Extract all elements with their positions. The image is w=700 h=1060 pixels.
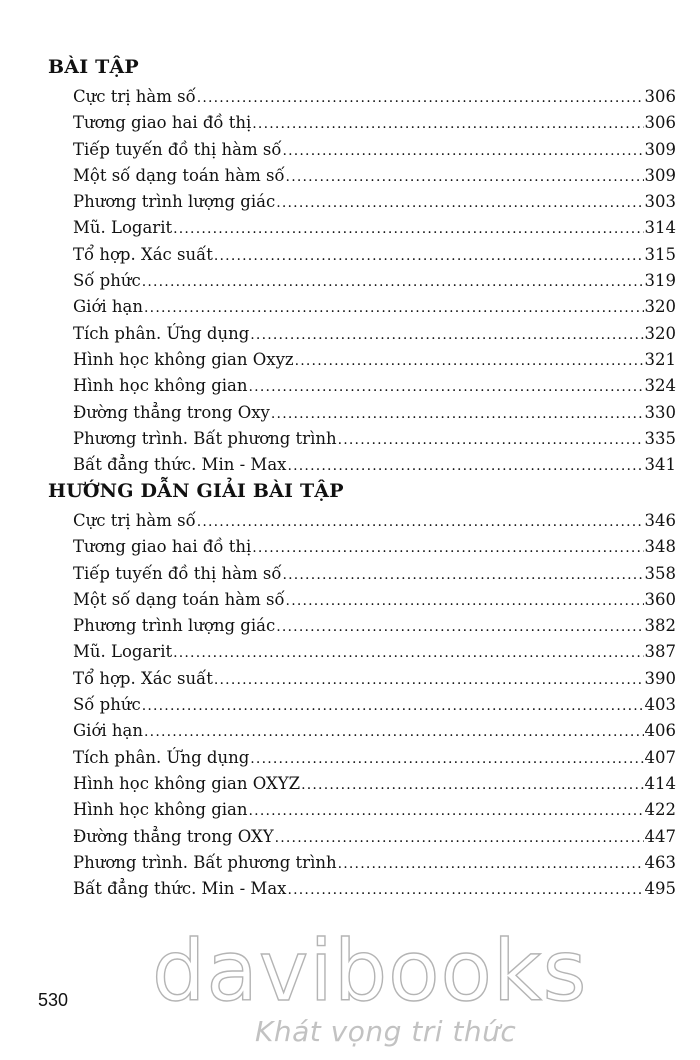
toc-entry — [73, 189, 676, 215]
toc-entry-page: 406 — [644, 721, 676, 741]
dot-leader — [338, 851, 644, 877]
dot-leader — [214, 667, 644, 693]
toc-entry-page: 407 — [644, 747, 676, 767]
toc-entry-label: Tổ hợp. Xác suất — [73, 244, 213, 264]
toc-entry-page: 341 — [644, 455, 676, 475]
toc-entry-page: 309 — [644, 139, 676, 159]
toc-entry-label: Mũ. Logarit — [73, 642, 173, 662]
toc-entry — [73, 215, 676, 241]
toc-entry-label: Cực trị hàm số — [73, 511, 196, 530]
dot-leader — [142, 693, 644, 719]
toc-entry — [73, 321, 676, 347]
toc-entry-page: 335 — [644, 428, 676, 448]
toc-entry-label: Tích phân. Ứng dụng — [73, 323, 250, 343]
toc-entry-label: Bất đẳng thức. Min - Max — [73, 455, 287, 475]
toc-entry-label: Giới hạn — [73, 297, 144, 317]
toc-entry-page: 306 — [644, 87, 676, 106]
toc-list-bai-tap — [73, 84, 676, 478]
toc-entry — [73, 797, 676, 823]
toc-entry-label: Tổ hợp. Xác suất — [73, 668, 213, 688]
toc-entry-label: Đường thẳng trong OXY — [73, 826, 274, 846]
toc-entry-label: Giới hạn — [73, 721, 144, 741]
toc-entry — [73, 587, 676, 613]
toc-entry-page: 303 — [644, 192, 676, 212]
toc-entry-label: Mũ. Logarit — [73, 218, 173, 238]
toc-entry — [73, 163, 676, 189]
toc-entry-page: 403 — [644, 695, 676, 715]
toc-entry-page: 309 — [644, 165, 676, 185]
dot-leader — [282, 562, 643, 588]
toc-entry-page: 346 — [644, 511, 676, 530]
page-number: 530 — [38, 990, 69, 1010]
dot-leader — [250, 322, 643, 348]
dot-leader — [249, 374, 644, 400]
dot-leader — [144, 719, 643, 745]
toc-entry-label: Tương giao hai đồ thị — [73, 537, 252, 557]
dot-leader — [338, 427, 644, 453]
dot-leader — [197, 509, 644, 535]
dot-leader — [287, 877, 643, 903]
section-title-bai-tap: BÀI TẬP — [48, 56, 139, 78]
toc-entry-label: Tích phân. Ứng dụng — [73, 747, 250, 767]
dot-leader — [144, 295, 643, 321]
dot-leader — [276, 614, 643, 640]
toc-entry-label: Phương trình. Bất phương trình — [73, 852, 337, 872]
toc-entry-label: Hình học không gian Oxyz — [73, 349, 294, 369]
toc-entry-page: 320 — [644, 297, 676, 317]
watermark-brand-logo: davibooks — [152, 922, 588, 1020]
toc-entry — [73, 613, 676, 639]
toc-entry — [73, 561, 676, 587]
dot-leader — [173, 216, 643, 242]
toc-entry-page: 321 — [644, 349, 676, 369]
dot-leader — [249, 798, 644, 824]
dot-leader — [214, 243, 644, 269]
toc-entry — [73, 850, 676, 876]
toc-entry — [73, 639, 676, 665]
toc-entry-page: 414 — [644, 773, 676, 793]
toc-entry-page: 330 — [644, 402, 676, 422]
toc-entry — [73, 692, 676, 718]
toc-entry-label: Hình học không gian — [73, 800, 248, 820]
toc-entry — [73, 84, 676, 110]
toc-entry-label: Phương trình lượng giác — [73, 616, 276, 636]
dot-leader — [173, 640, 643, 666]
toc-entry-label: Một số dạng toán hàm số — [73, 589, 285, 609]
toc-entry — [73, 508, 676, 534]
toc-entry-label: Hình học không gian — [73, 376, 248, 396]
toc-list-huong-dan-giai — [73, 508, 676, 902]
toc-entry — [73, 373, 676, 399]
toc-entry-page: 314 — [644, 218, 676, 238]
toc-entry-page: 495 — [644, 879, 676, 899]
toc-entry-label: Một số dạng toán hàm số — [73, 165, 285, 185]
toc-entry-page: 306 — [644, 113, 676, 133]
toc-entry-label: Tiếp tuyến đồ thị hàm số — [73, 563, 282, 583]
toc-entry-page: 358 — [644, 563, 676, 583]
dot-leader — [271, 401, 644, 427]
toc-entry-label: Hình học không gian OXYZ — [73, 773, 301, 793]
toc-entry-page: 390 — [644, 668, 676, 688]
dot-leader — [301, 772, 643, 798]
toc-entry — [73, 426, 676, 452]
toc-entry-label: Đường thẳng trong Oxy — [73, 402, 270, 422]
toc-entry — [73, 268, 676, 294]
dot-leader — [197, 85, 644, 111]
dot-leader — [276, 190, 643, 216]
toc-entry-page: 360 — [644, 589, 676, 609]
toc-entry-page: 422 — [644, 800, 676, 820]
toc-entry — [73, 666, 676, 692]
toc-entry-page: 387 — [644, 642, 676, 662]
dot-leader — [252, 535, 643, 561]
toc-entry-label: Tiếp tuyến đồ thị hàm số — [73, 139, 282, 159]
dot-leader — [142, 269, 644, 295]
toc-entry-page: 463 — [644, 852, 676, 872]
toc-entry-label: Số phức — [73, 695, 141, 715]
dot-leader — [250, 746, 643, 772]
toc-entry-label: Số phức — [73, 271, 141, 291]
toc-entry-label: Cực trị hàm số — [73, 87, 196, 106]
toc-entry — [73, 771, 676, 797]
toc-entry-page: 382 — [644, 616, 676, 636]
toc-entry-page: 348 — [644, 537, 676, 557]
toc-entry — [73, 824, 676, 850]
toc-entry — [73, 745, 676, 771]
toc-entry-page: 319 — [644, 271, 676, 291]
dot-leader — [286, 588, 644, 614]
toc-entry — [73, 718, 676, 744]
dot-leader — [286, 164, 644, 190]
toc-entry-label: Phương trình lượng giác — [73, 192, 276, 212]
dot-leader — [275, 825, 644, 851]
toc-entry-label: Tương giao hai đồ thị — [73, 113, 252, 133]
toc-entry — [73, 294, 676, 320]
toc-entry-page: 324 — [644, 376, 676, 396]
watermark-tagline: Khát vọng tri thức — [255, 1015, 517, 1048]
toc-entry-page: 320 — [644, 323, 676, 343]
toc-entry — [73, 452, 676, 478]
toc-entry-page: 447 — [644, 826, 676, 846]
toc-entry — [73, 876, 676, 902]
toc-entry — [73, 137, 676, 163]
toc-entry — [73, 242, 676, 268]
toc-entry — [73, 110, 676, 136]
toc-entry — [73, 534, 676, 560]
toc-entry — [73, 400, 676, 426]
toc-entry-label: Bất đẳng thức. Min - Max — [73, 879, 287, 899]
section-title-huong-dan-giai: HƯỚNG DẪN GIẢI BÀI TẬP — [48, 480, 344, 502]
dot-leader — [282, 138, 643, 164]
toc-entry-label: Phương trình. Bất phương trình — [73, 428, 337, 448]
dot-leader — [287, 453, 643, 479]
dot-leader — [252, 111, 643, 137]
dot-leader — [295, 348, 644, 374]
toc-entry — [73, 347, 676, 373]
toc-entry-page: 315 — [644, 244, 676, 264]
